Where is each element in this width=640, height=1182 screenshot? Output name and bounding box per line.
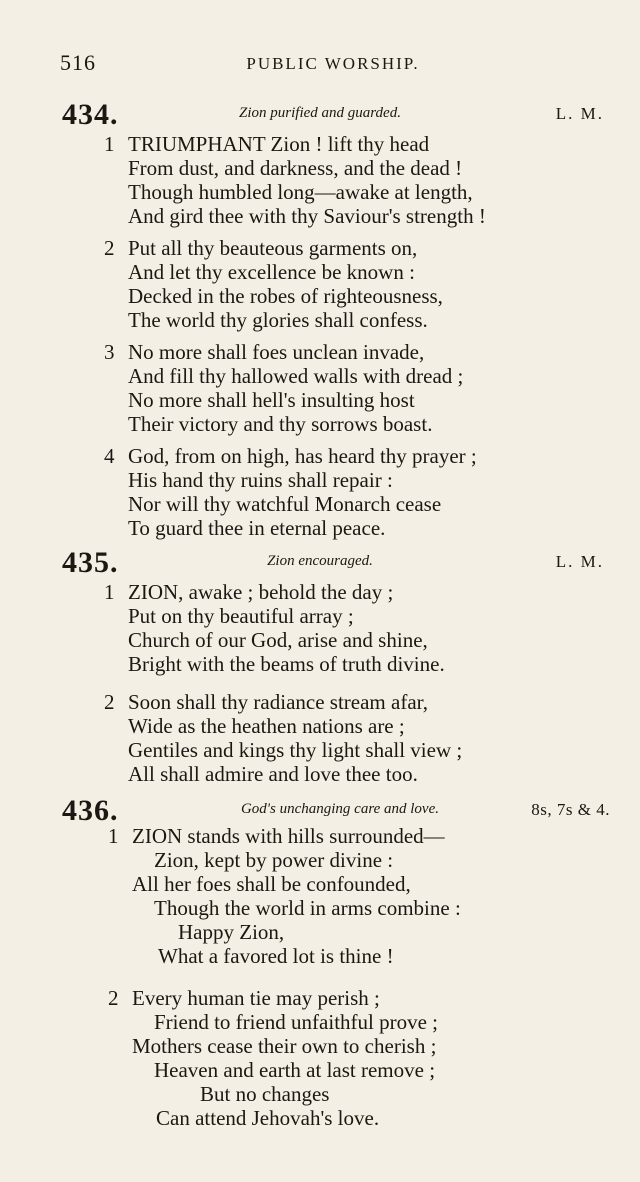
verse-line: No more shall hell's insulting host: [128, 388, 415, 412]
running-title: PUBLIC WORSHIP.: [246, 54, 420, 73]
verse-line: No more shall foes unclean invade,: [128, 340, 425, 364]
verse-line: Though the world in arms combine :: [154, 896, 461, 920]
stanza: [0, 690, 640, 786]
stanza-number: 2: [104, 690, 115, 714]
stanza-number: 1: [108, 824, 119, 848]
hymn-meter: L. M.: [555, 552, 604, 571]
running-head: [56, 50, 610, 80]
verse-line: And let thy excellence be known :: [128, 260, 415, 284]
page-number: 516: [60, 50, 96, 75]
stanza: [0, 824, 640, 968]
verse-line: Wide as the heathen nations are ;: [128, 714, 405, 738]
verse-line: To guard thee in eternal peace.: [128, 516, 386, 540]
stanza: [0, 444, 640, 540]
verse-line: What a favored lot is thine !: [158, 944, 394, 968]
hymn-434: [0, 98, 640, 548]
verse-line: Their victory and thy sorrows boast.: [128, 412, 433, 436]
verse-line: Can attend Jehovah's love.: [156, 1106, 380, 1130]
verse-line: And fill thy hallowed walls with dread ;: [128, 364, 464, 388]
verse-line: Church of our God, arise and shine,: [128, 628, 428, 652]
hymn-subject: Zion purified and guarded.: [239, 105, 401, 121]
verse-line: Put all thy beauteous garments on,: [128, 236, 418, 260]
stanza: [0, 580, 640, 676]
verse-line: Bright with the beams of truth divine.: [128, 652, 445, 676]
verse-line: All shall admire and love thee too.: [128, 762, 418, 786]
verse-line: God, from on high, has heard thy prayer ;: [128, 444, 477, 468]
verse-line: Zion, kept by power divine :: [154, 848, 394, 872]
stanza: [0, 986, 640, 1130]
verse-line: TRIUMPHANT Zion ! lift thy head: [128, 132, 430, 156]
hymn-meter: L. M.: [555, 104, 604, 123]
hymn-meter: 8s, 7s & 4.: [531, 800, 610, 819]
stanza-number: 2: [104, 236, 115, 260]
stanza: [0, 340, 640, 436]
stanza-number: 2: [108, 986, 119, 1010]
verse-line: But no changes: [200, 1082, 330, 1106]
hymn-subject: Zion encouraged.: [267, 553, 373, 569]
verse-line: Friend to friend unfaithful prove ;: [154, 1010, 439, 1034]
hymn-heading: [0, 794, 640, 827]
stanza: [0, 132, 640, 228]
verse-line: Put on thy beautiful array ;: [128, 604, 354, 628]
verse-line: Soon shall thy radiance stream afar,: [128, 690, 429, 714]
verse-line: Decked in the robes of righteousness,: [128, 284, 443, 308]
hymn-heading: [0, 546, 640, 579]
verse-line: Happy Zion,: [178, 920, 285, 944]
hymn-436: [0, 794, 640, 1138]
hymn-435: [0, 546, 640, 794]
hymn-subject: God's unchanging care and love.: [240, 801, 440, 817]
stanza: [0, 236, 640, 332]
verse-line: Mothers cease their own to cherish ;: [132, 1034, 437, 1058]
stanza-number: 1: [104, 580, 115, 604]
verse-line: Heaven and earth at last remove ;: [154, 1058, 436, 1082]
stanza-number: 4: [104, 444, 115, 468]
verse-line: Gentiles and kings thy light shall view ;: [128, 738, 463, 762]
stanza-number: 1: [104, 132, 115, 156]
verse-line: The world thy glories shall confess.: [128, 308, 428, 332]
hymn-number: 436.: [62, 794, 119, 827]
hymn-heading: [0, 98, 640, 131]
verse-line: Though humbled long—awake at length,: [128, 180, 473, 204]
verse-line: His hand thy ruins shall repair :: [128, 468, 393, 492]
verse-line: From dust, and darkness, and the dead !: [128, 156, 463, 180]
verse-line: Nor will thy watchful Monarch cease: [128, 492, 442, 516]
verse-line: And gird thee with thy Saviour's strength !: [128, 204, 486, 228]
verse-line: ZION, awake ; behold the day ;: [128, 580, 394, 604]
verse-line: ZION stands with hills surrounded—: [132, 824, 445, 848]
verse-line: All her foes shall be confounded,: [132, 872, 411, 896]
hymn-number: 434.: [62, 98, 119, 131]
hymn-number: 435.: [62, 546, 119, 579]
stanza-number: 3: [104, 340, 115, 364]
verse-line: Every human tie may perish ;: [132, 986, 380, 1010]
